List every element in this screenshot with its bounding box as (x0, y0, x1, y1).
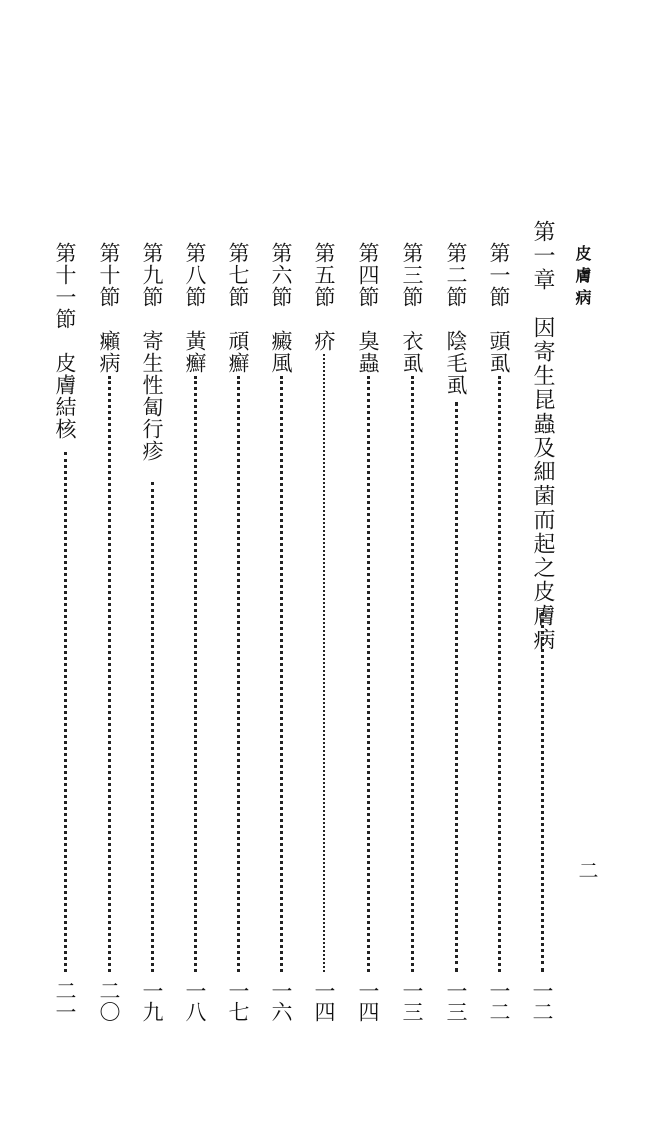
toc-entry-label: 第三節 (400, 242, 424, 308)
toc-entry-text (486, 242, 512, 374)
dot-leader (280, 376, 283, 972)
toc-entry-page: 一三 (400, 980, 424, 1022)
toc-entry-page: 一九 (140, 980, 164, 1022)
toc-entry-label: 第七節 (226, 242, 250, 308)
toc-entry-text (529, 220, 555, 652)
toc-entry-text (182, 242, 208, 374)
toc-entry-label: 第一章 (530, 220, 555, 292)
toc-entry-text (268, 242, 294, 374)
toc-entry-title: 因寄生昆蟲及細菌而起之皮膚病 (530, 316, 555, 652)
toc-entry-label: 第五節 (312, 242, 336, 308)
toc-entry-text (96, 242, 122, 374)
toc-entry-label: 第九節 (140, 242, 164, 308)
dot-leader (411, 376, 414, 972)
toc-entry-text (311, 242, 337, 352)
toc-entry-title: 癩病 (97, 330, 121, 374)
dot-leader (367, 376, 370, 972)
toc-entry-label: 第十一節 (53, 242, 77, 330)
toc-entry-text (443, 242, 469, 396)
toc-entry-title: 癜風 (269, 330, 293, 374)
toc-entry-text (399, 242, 425, 374)
toc-entry-label: 第八節 (183, 242, 207, 308)
toc-entry-title: 皮膚結核 (53, 352, 77, 440)
toc-entry-title: 頭虱 (487, 330, 511, 374)
toc-entry-title: 疥 (312, 330, 336, 352)
page-number: 二 (575, 860, 599, 880)
toc-entry-title: 頑癬 (226, 330, 250, 374)
toc-entry-page: 二一 (53, 980, 77, 1022)
toc-entry-title: 陰毛虱 (444, 330, 468, 396)
dot-leader (455, 402, 458, 972)
toc-entry-page: 一二 (530, 980, 554, 1022)
toc-entry-title: 臭蟲 (356, 330, 380, 374)
dot-leader (498, 376, 501, 972)
dot-leader (541, 612, 544, 972)
toc-entry-label: 第十節 (97, 242, 121, 308)
toc-entry-label: 第二節 (444, 242, 468, 308)
dot-leader (194, 376, 197, 972)
toc-entry-page: 一七 (226, 980, 250, 1022)
toc-entry-title: 黃癬 (183, 330, 207, 374)
dot-leader (64, 452, 67, 972)
dot-leader (108, 376, 111, 972)
toc-entry-page: 一六 (269, 980, 293, 1022)
toc-entry-text (225, 242, 251, 374)
toc-entry-text (52, 242, 78, 440)
dot-leader (323, 354, 325, 972)
toc-entry-page: 二〇 (97, 980, 121, 1022)
dot-leader (237, 376, 240, 972)
toc-entry-text (139, 242, 165, 462)
dot-leader (151, 482, 154, 972)
toc-entry-page: 一二 (487, 980, 511, 1022)
toc-entry-page: 一八 (183, 980, 207, 1022)
toc-entry-page: 一四 (356, 980, 380, 1022)
toc-entry-label: 第一節 (487, 242, 511, 308)
toc-entry-page: 一四 (312, 980, 336, 1022)
toc-entry-label: 第六節 (269, 242, 293, 308)
toc-entry-text (355, 242, 381, 374)
toc-entry-page: 一三 (444, 980, 468, 1022)
toc-entry-label: 第四節 (356, 242, 380, 308)
toc-entry-title: 寄生性匐行疹 (140, 330, 164, 462)
running-title: 皮膚病 (573, 245, 592, 311)
toc-entry-title: 衣虱 (400, 330, 424, 374)
